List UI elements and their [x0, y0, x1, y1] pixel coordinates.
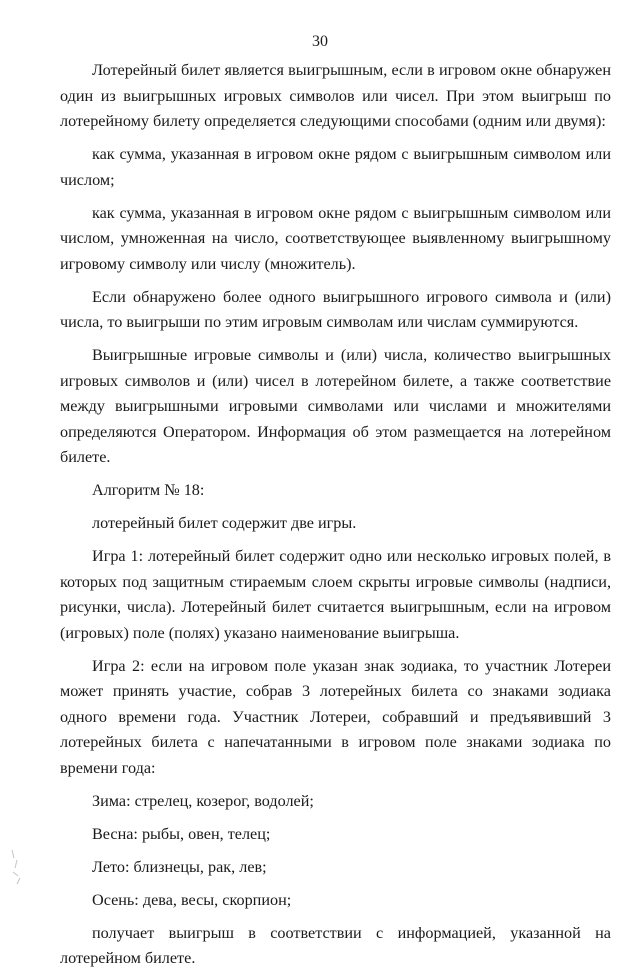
paragraph-season-winter: Зима: стрелец, козерог, водолей; — [92, 791, 314, 810]
document-body — [60, 58, 611, 979]
paragraph-method-multiplied: как сумма, указанная в игровом окне рядом с выигрышным символом или числом, умноженная на число, соответствующее выявленному выигрышному игровому символу или числу (множитель). — [60, 203, 611, 273]
scan-artifact — [8, 846, 26, 886]
paragraph-algorithm-heading: Алгоритм № 18: — [92, 481, 205, 499]
paragraph-prize-result: получает выигрыш в соответствии с информацией, указанной на лотерейном билете. — [60, 923, 611, 967]
paragraph-win-condition: Лотерейный билет является выигрышным, если в игровом окне обнаружен один из выигрышных игровых символов или чисел. При этом выигрыш по лотерейному билету определяется следующими способами (одним или двумя): — [60, 61, 611, 130]
paragraph-method-sum: как сумма, указанная в игровом окне рядом с выигрышным символом или числом; — [60, 145, 611, 189]
paragraph-season-autumn: Осень: дева, весы, скорпион; — [92, 890, 292, 909]
paragraph-multiple-wins: Если обнаружено более одного выигрышного игрового символа и (или) числа, то выигрыши по этим игровым символам или числам суммируются. — [60, 287, 611, 331]
paragraph-game-1: Игра 1: лотерейный билет содержит одно или несколько игровых полей, в которых под защитным стираемым слоем скрыты игровые символы (надписи, рисунки, числа). Лотерейный билет считается выигрышным, если на игровом (игровых) поле (полях) указано наименование выигрыша. — [60, 547, 611, 642]
paragraph-two-games: лотерейный билет содержит две игры. — [92, 514, 357, 532]
paragraph-operator-defines: Выигрышные игровые символы и (или) числа, количество выигрышных игровых символов и (или) чисел в лотерейном билете, а также соответствие между выигрышными игровыми символами или числами и множителями определяются Оператором. Информация об этом размещается на лотерейном билете. — [60, 346, 611, 466]
page-number: 30 — [312, 33, 328, 50]
paragraph-season-spring: Весна: рыбы, овен, телец; — [92, 824, 271, 843]
paragraph-season-summer: Лето: близнецы, рак, лев; — [92, 857, 267, 876]
paragraph-game-2: Игра 2: если на игровом поле указан знак зодиака, то участник Лотереи может принять участие, собрав 3 лотерейных билета со знаками зодиака одного времени года. Участник Лотереи, собравший и предъявивший 3 лотерейных билета с напечатанными в игровом поле знаками зодиака по времени года: — [60, 656, 611, 777]
